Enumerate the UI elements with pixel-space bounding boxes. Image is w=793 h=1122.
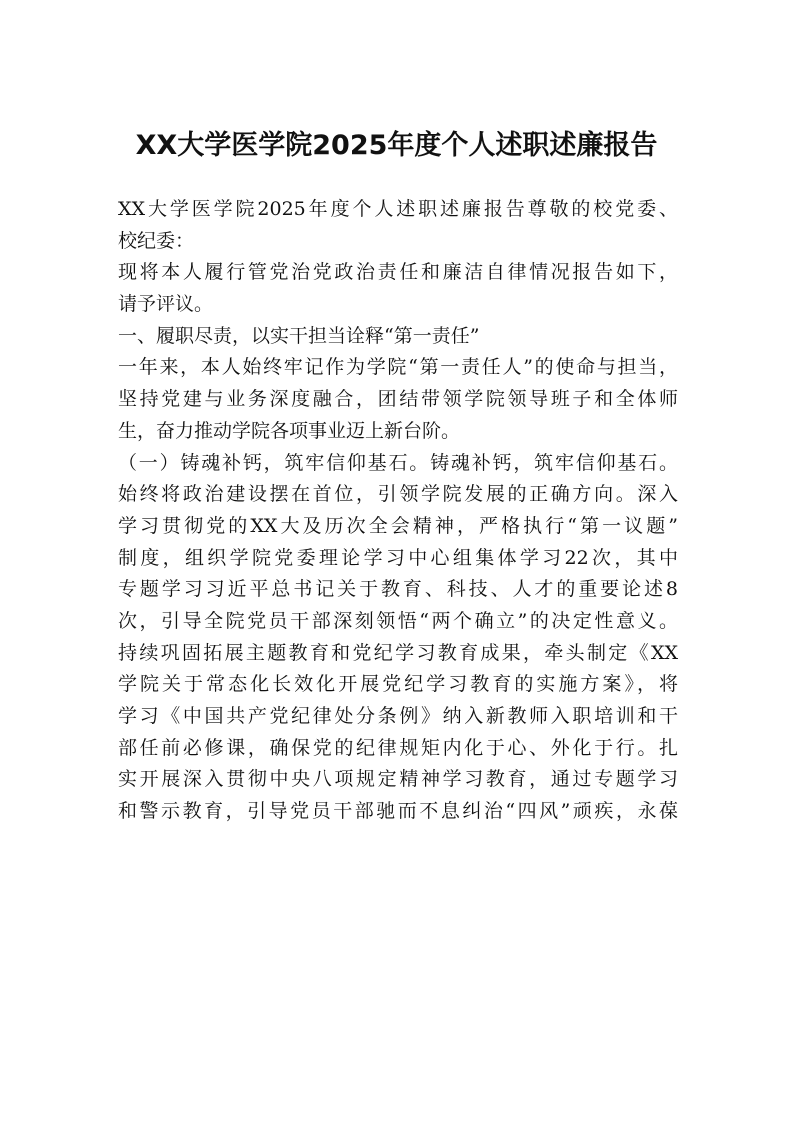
- subsection-line: （一）铸魂补钙，筑牢信仰基石。铸魂补钙，筑牢信仰基石。: [118, 451, 678, 474]
- body-line: XX大学医学院2025年度个人述职述廉报告尊敬的校党委、: [118, 198, 678, 220]
- body-line: 和警示教育，引导党员干部驰而不息纠治“四风”顽疾，永葆: [118, 800, 678, 823]
- body-line: 生，奋力推动学院各项事业迈上新台阶。: [118, 419, 461, 442]
- document-body: [118, 194, 678, 828]
- body-line: 一年来，本人始终牢记作为学院“第一责任人”的使命与担当，: [118, 356, 678, 379]
- body-line: 学习《中国共产党纪律处分条例》纳入新教师入职培训和干: [118, 705, 678, 727]
- body-line: 坚持党建与业务深度融合，团结带领学院领导班子和全体师: [118, 388, 678, 411]
- body-line: 学院关于常态化长效化开展党纪学习教育的实施方案》，将: [118, 673, 678, 696]
- body-line: 次，引导全院党员干部深刻领悟“两个确立”的决定性意义。: [118, 609, 678, 632]
- section-heading: 一、履职尽责，以实干担当诠释“第一责任”: [118, 324, 480, 347]
- document-title: XX大学医学院2025年度个人述职述廉报告: [135, 130, 658, 161]
- body-line: 学习贯彻党的XX大及历次全会精神，严格执行“第一议题”: [118, 514, 678, 537]
- body-line: 现将本人履行管党治党政治责任和廉洁自律情况报告如下，: [118, 261, 678, 284]
- body-line: 制度，组织学院党委理论学习中心组集体学习22次，其中: [118, 546, 678, 569]
- body-line: 实开展深入贯彻中央八项规定精神学习教育，通过专题学习: [118, 768, 678, 791]
- body-line: 校纪委：: [118, 229, 195, 252]
- body-line: 持续巩固拓展主题教育和党纪学习教育成果，牵头制定《XX: [118, 641, 678, 664]
- body-line: 部任前必修课，确保党的纪律规矩内化于心、外化于行。扎: [118, 736, 678, 759]
- body-line: 始终将政治建设摆在首位，引领学院发展的正确方向。深入: [118, 483, 678, 506]
- body-line: 请予评议。: [118, 293, 214, 316]
- body-line: 专题学习习近平总书记关于教育、科技、人才的重要论述8: [118, 578, 678, 601]
